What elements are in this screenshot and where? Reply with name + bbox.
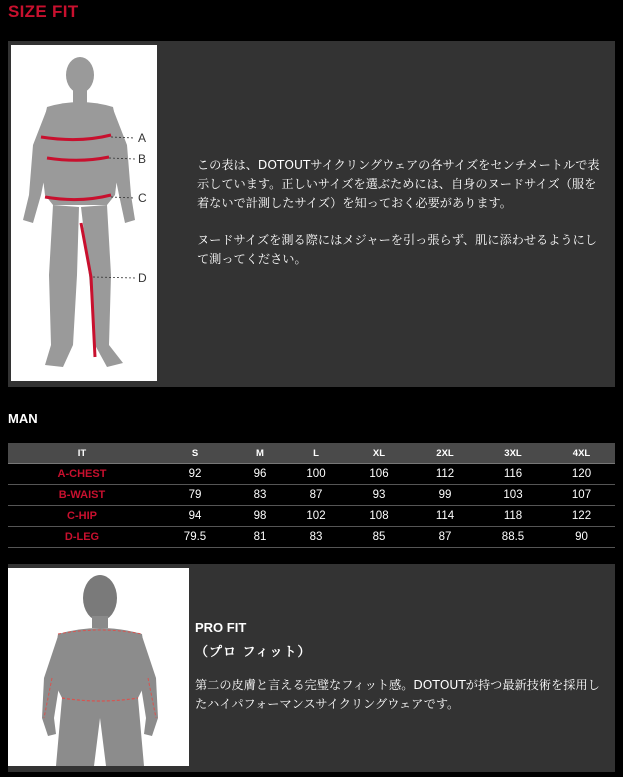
table-cell: 112 <box>412 464 478 485</box>
row-label: B-WAIST <box>8 485 156 506</box>
marker-b: B <box>138 152 147 166</box>
table-cell: 96 <box>234 464 286 485</box>
table-cell: 108 <box>346 506 412 527</box>
table-cell: 98 <box>234 506 286 527</box>
table-cell: 120 <box>548 464 615 485</box>
row-label: A-CHEST <box>8 464 156 485</box>
pro-fit-subtitle: （プロ フィット） <box>195 645 312 660</box>
column-header: 3XL <box>478 443 548 464</box>
column-header: XL <box>346 443 412 464</box>
table-cell: 79 <box>156 485 234 506</box>
table-cell: 99 <box>412 485 478 506</box>
column-header: L <box>286 443 346 464</box>
table-cell: 114 <box>412 506 478 527</box>
table-cell: 79.5 <box>156 527 234 548</box>
pro-fit-title: PRO FIT <box>195 620 247 635</box>
table-cell: 93 <box>346 485 412 506</box>
table-row <box>8 464 615 485</box>
table-cell: 106 <box>346 464 412 485</box>
pro-fit-description: 第二の皮膚と言える完璧なフィット感。DOTOUTが持つ最新技術を採用したハイパフォーマンスサイクリングウェアです。 <box>195 678 600 711</box>
size-fit-description <box>197 156 607 287</box>
marker-a: A <box>138 131 147 145</box>
table-cell: 87 <box>286 485 346 506</box>
column-header: IT <box>8 443 156 464</box>
table-cell: 87 <box>412 527 478 548</box>
table-row <box>8 527 615 548</box>
pro-fit-panel <box>8 564 615 772</box>
fitted-body-silhouette-icon <box>8 568 189 766</box>
table-header-row <box>8 443 615 464</box>
table-cell: 107 <box>548 485 615 506</box>
marker-d: D <box>138 271 147 285</box>
table-cell: 88.5 <box>478 527 548 548</box>
size-fit-panel <box>8 41 615 387</box>
table-cell: 118 <box>478 506 548 527</box>
table-cell: 100 <box>286 464 346 485</box>
column-header: S <box>156 443 234 464</box>
table-row <box>8 485 615 506</box>
intro-paragraph: この表は、DOTOUTサイクリングウェアの各サイズをセンチメートルで表示しています。正しいサイズを選ぶためには、自身のヌードサイズ（服を着ないで計測したサイズ）を知っておく必要があります。 <box>197 158 600 210</box>
column-header: M <box>234 443 286 464</box>
table-cell: 122 <box>548 506 615 527</box>
table-cell: 94 <box>156 506 234 527</box>
size-table <box>8 443 615 548</box>
row-label: D-LEG <box>8 527 156 548</box>
column-header: 2XL <box>412 443 478 464</box>
table-cell: 85 <box>346 527 412 548</box>
table-cell: 90 <box>548 527 615 548</box>
pro-fit-figure <box>8 568 189 766</box>
table-cell: 83 <box>286 527 346 548</box>
column-header: 4XL <box>548 443 615 464</box>
measurement-figure <box>11 45 157 381</box>
body-silhouette-icon <box>11 45 157 381</box>
table-cell: 81 <box>234 527 286 548</box>
table-row <box>8 506 615 527</box>
page-title: SIZE FIT <box>8 2 79 21</box>
row-label: C-HIP <box>8 506 156 527</box>
table-cell: 92 <box>156 464 234 485</box>
marker-c: C <box>138 191 147 205</box>
section-title-man: MAN <box>8 411 38 426</box>
intro-paragraph: ヌードサイズを測る際にはメジャーを引っ張らず、肌に添わせるようにして測ってください。 <box>197 233 597 266</box>
table-cell: 102 <box>286 506 346 527</box>
table-cell: 83 <box>234 485 286 506</box>
table-cell: 103 <box>478 485 548 506</box>
table-cell: 116 <box>478 464 548 485</box>
